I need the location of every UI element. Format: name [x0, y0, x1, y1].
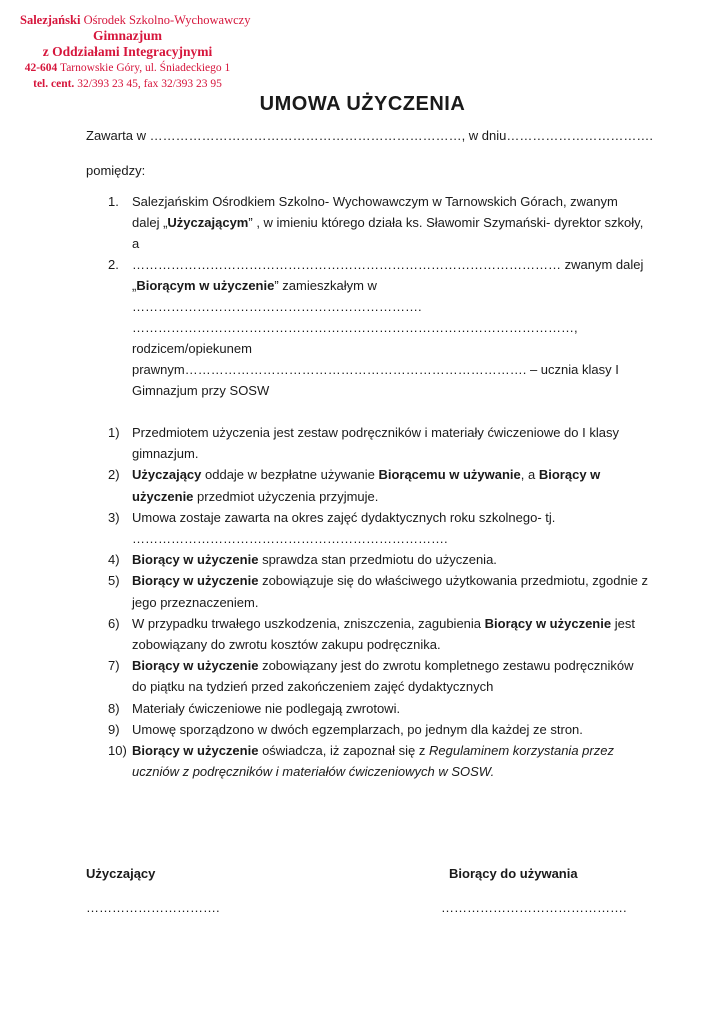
school-stamp: [20, 12, 251, 92]
term-item: [108, 719, 648, 740]
term-number: 9): [108, 721, 120, 737]
term-number: 6): [108, 615, 120, 631]
term-item: [108, 464, 648, 506]
lender-signature-line: ………………………….: [86, 900, 220, 915]
term-item: [108, 549, 648, 570]
between-label: pomiędzy:: [86, 163, 146, 178]
term-item: [108, 740, 648, 782]
term-text: W przypadku trwałego uszkodzenia, zniszczenia, zagubienia Biorący w użyczenie jest zobowiązany do zwrotu kosztów zakupu podręcznika.: [132, 615, 635, 653]
term-item: [108, 422, 648, 464]
term-number: 8): [108, 700, 120, 716]
term-number: 10): [108, 743, 127, 759]
party-2: 2. ……………………………………………………………………………………… zwanym dalej „Biorącym w użyczenie” zamieszkałym w …………………………………………………………. …………………………………………………………………………………………, rodzicem/opiekunem prawnym……………………………………………………………………. – ucznia klasy I Gimnazjum przy SOSW: [108, 257, 644, 398]
and-word: a: [132, 236, 140, 251]
term-text: Umowę sporządzono w dwóch egzemplarzach, po jednym dla każdej ze stron.: [132, 721, 583, 737]
stamp-line-3: z Oddziałami Integracyjnymi: [42, 44, 213, 59]
term-item: [108, 613, 648, 655]
term-text: Umowa zostaje zawarta na okres zajęć dydaktycznych roku szkolnego- tj. ……………………………………………………………….: [132, 509, 556, 547]
stamp-line-4: 42-604 Tarnowskie Góry, ul. Śniadeckiego 1: [24, 62, 231, 74]
term-text: Materiały ćwiczeniowe nie podlegają zwrotowi.: [132, 700, 401, 716]
borrower-signature-line: …………………………………….: [441, 900, 627, 915]
term-item: [108, 655, 648, 697]
term-number: 5): [108, 573, 120, 589]
borrower-signature-label: Biorący do używania: [449, 866, 578, 881]
term-text: Przedmiotem użyczenia jest zestaw podręczników i materiały ćwiczeniowe do I klasy gimnazjum.: [132, 425, 619, 462]
term-item: [108, 698, 648, 719]
term-text: Biorący w użyczenie oświadcza, iż zapoznał się z Regulaminem korzystania przez uczniów z podręczników i materiałów ćwiczeniowych w SOSW.: [132, 743, 614, 780]
term-item: [108, 570, 648, 612]
terms-list: [108, 422, 648, 782]
term-number: 3): [108, 509, 120, 525]
term-text: Biorący w użyczenie zobowiązany jest do zwrotu kompletnego zestawu podręczników do piątku na tydzień przed zakończeniem zajęć dydaktycznych: [132, 658, 634, 695]
lender-signature-label: Użyczający: [86, 866, 156, 881]
stamp-line-1: Salezjański Ośrodek Szkolno-Wychowawczy: [20, 13, 251, 27]
party-1: 1. Salezjańskim Ośrodkiem Szkolno- Wychowawczym w Tarnowskich Górach, zwanym dalej „Użyczającym” , w imieniu którego działa ks. Sławomir Szymański- dyrektor szkoły, a: [108, 194, 644, 251]
document-title: UMOWA UŻYCZENIA: [259, 93, 466, 115]
term-number: 1): [108, 425, 120, 440]
term-text: Biorący w użyczenie zobowiązuje się do właściwego użytkowania przedmiotu, zgodnie z jego przeznaczeniem.: [132, 573, 648, 610]
term-item: [108, 507, 648, 549]
stamp-line-5: tel. cent. 32/393 23 45, fax 32/393 23 95: [33, 78, 222, 90]
stamp-line-2: Gimnazjum: [93, 28, 162, 43]
term-text: Biorący w użyczenie sprawdza stan przedmiotu do użyczenia.: [132, 552, 497, 568]
term-number: 4): [108, 552, 120, 568]
term-number: 7): [108, 658, 120, 674]
term-number: 2): [108, 467, 120, 483]
term-text: Użyczający oddaje w bezpłatne używanie Biorącemu w używanie, a Biorący w użyczenie przedmiot użyczenia przyjmuje.: [132, 467, 601, 504]
contract-place-date: Zawarta w ………………………………………………………………, w dniu…………………………….: [86, 128, 653, 143]
parties-list: [108, 191, 648, 401]
